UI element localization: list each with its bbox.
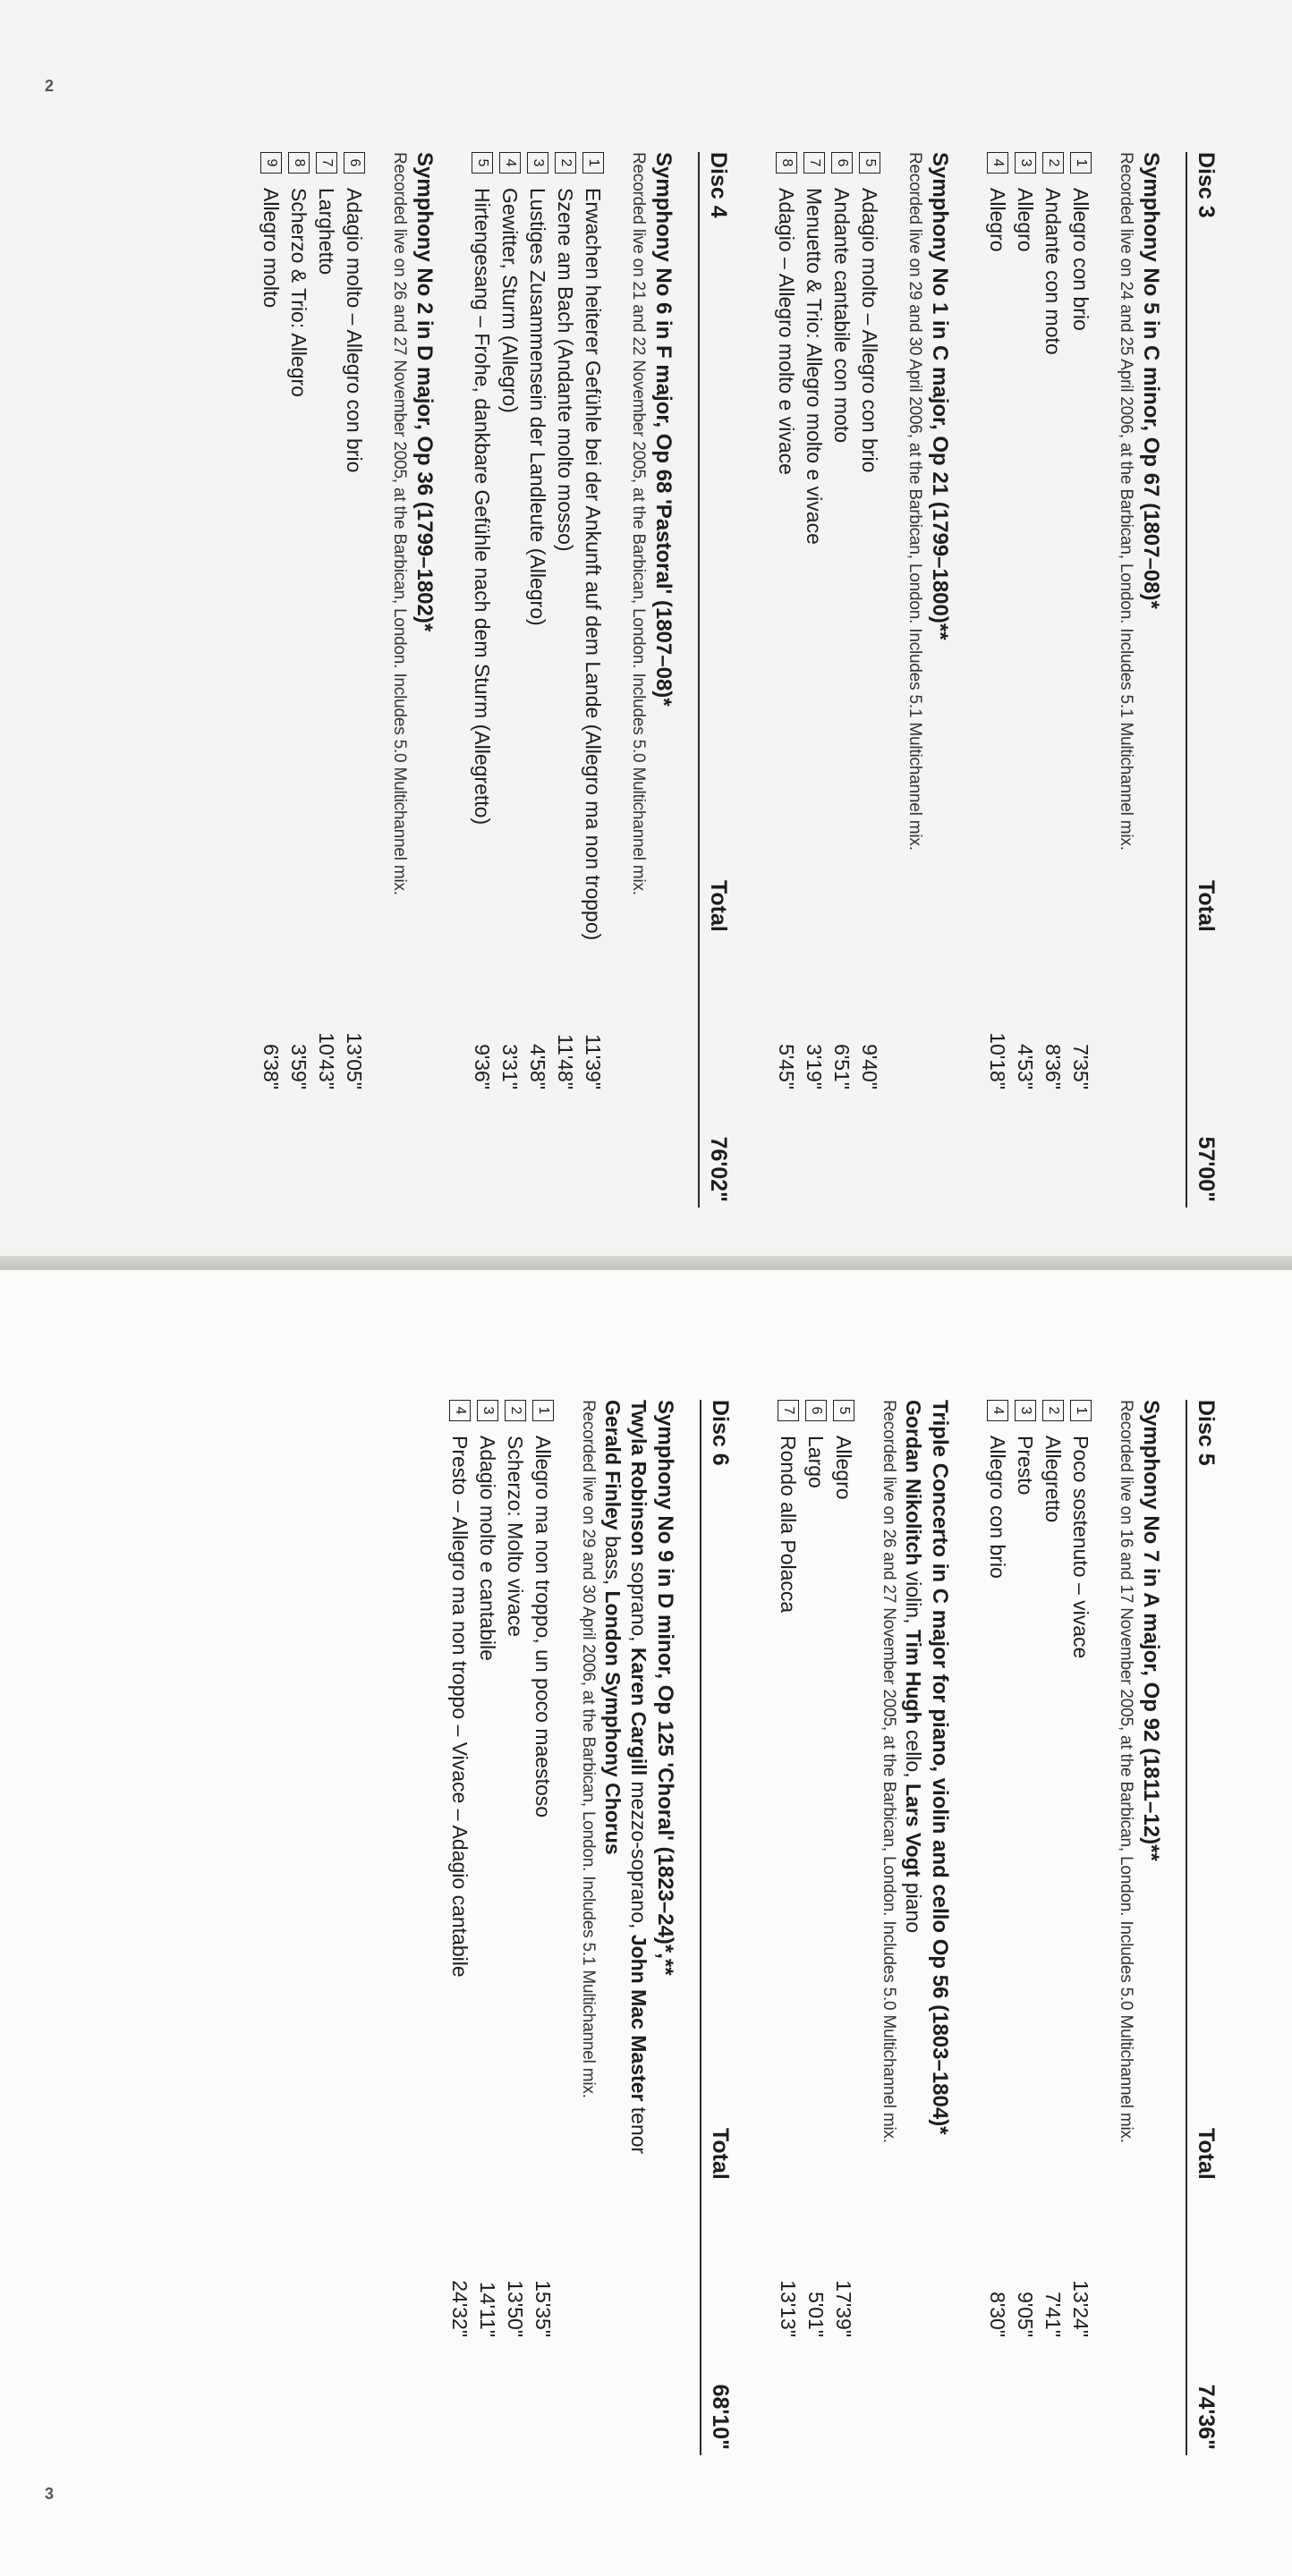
recording-note: Recorded live on 16 and 17 November 2005, at the Barbican, London. Includes 5.0 Multichannel mix. <box>1117 1400 1135 2143</box>
track-row <box>1011 1400 1039 2455</box>
disc-label: Disc 6 <box>708 1400 733 1466</box>
track-duration: 9'36" <box>471 1044 494 1089</box>
work-title: Symphony No 6 in F major, Op 68 'Pastoral' (1807–08)* <box>651 152 676 707</box>
track-duration: 5'01" <box>804 2292 828 2337</box>
track-row <box>446 1400 473 2455</box>
track-number: 3 <box>1015 152 1036 174</box>
track-row <box>312 152 340 1208</box>
track-title: Poco sostenuto – vivace <box>1069 1436 1092 1659</box>
track-duration: 13'24" <box>1069 2280 1092 2337</box>
performer-role: piano <box>902 1877 925 1934</box>
track-duration: 6'51" <box>830 1044 854 1089</box>
disc-label: Disc 5 <box>1194 1400 1219 1466</box>
total-label: Total <box>708 2128 733 2180</box>
track-duration: 4'53" <box>1014 1044 1037 1089</box>
track-number: 1 <box>1070 152 1092 174</box>
track-title: Allegro <box>986 188 1009 252</box>
track-number: 7 <box>316 152 337 174</box>
track-number: 2 <box>555 152 576 174</box>
track-duration: 4'58" <box>526 1044 549 1089</box>
track-duration: 3'59" <box>287 1044 310 1089</box>
track-row <box>1067 152 1094 1208</box>
work-title: Symphony No 2 in D major, Op 36 (1799–1802)* <box>412 152 437 632</box>
page-number: 2 <box>45 77 55 95</box>
booklet-page-3 <box>0 1270 1292 2576</box>
track-duration: 17'39" <box>832 2280 855 2337</box>
track-title: Presto <box>1014 1436 1037 1496</box>
page-2-content <box>27 152 1219 1208</box>
track-number: 5 <box>472 152 493 174</box>
track-row <box>473 1400 501 2455</box>
work-title: Symphony No 9 in D minor, Op 125 'Choral' (1823–24)*,** <box>653 1400 677 1976</box>
track-title: Gewitter, Sturm (Allegro) <box>498 188 522 413</box>
track-duration: 8'30" <box>986 2292 1009 2337</box>
work-title: Symphony No 5 in C minor, Op 67 (1807–08)* <box>1139 152 1163 609</box>
track-list <box>774 1400 857 2455</box>
track-row <box>551 152 579 1208</box>
work-symphony-7 <box>983 1400 1164 2455</box>
track-title: Scherzo: Molto vivace <box>504 1436 527 1637</box>
track-duration: 7'41" <box>1041 2292 1065 2337</box>
track-row <box>772 152 800 1208</box>
recording-note: Recorded live on 24 and 25 April 2006, at the Barbican, London. Includes 5.1 Multichannel mix. <box>1117 152 1135 851</box>
track-number: 2 <box>505 1400 526 1421</box>
work-symphony-6 <box>468 152 676 1208</box>
track-title: Adagio molto e cantabile <box>476 1436 499 1661</box>
track-number: 1 <box>1070 1400 1092 1421</box>
performer-role: cello, <box>902 1724 925 1784</box>
track-number: 6 <box>805 1400 827 1421</box>
track-duration: 10'18" <box>986 1032 1009 1089</box>
track-number: 9 <box>260 152 282 174</box>
recording-note: Recorded live on 29 and 30 April 2006, at the Barbican, London. Includes 5.1 Multichannel mix. <box>905 152 924 851</box>
disc-total: 68'10" <box>708 2384 733 2450</box>
performer-name: Twyla Robinson <box>627 1400 650 1556</box>
track-row <box>802 1400 829 2455</box>
track-row <box>468 152 496 1208</box>
work-triple-concerto <box>774 1400 953 2455</box>
track-number: 7 <box>803 152 825 174</box>
track-number: 1 <box>532 1400 554 1421</box>
disc-total: 76'02" <box>706 1136 731 1202</box>
work-symphony-5 <box>983 152 1164 1208</box>
track-row <box>285 152 312 1208</box>
track-duration: 3'31" <box>498 1044 522 1089</box>
track-list <box>772 152 883 1208</box>
track-title: Andante con moto <box>1041 188 1065 355</box>
track-duration: 8'36" <box>1041 1044 1065 1089</box>
track-title: Rondo alla Polacca <box>777 1436 800 1614</box>
disc-header <box>698 152 731 1208</box>
track-duration: 7'35" <box>1069 1044 1092 1089</box>
track-number: 5 <box>833 1400 854 1421</box>
disc-header <box>700 1400 733 2455</box>
track-title: Hirtengesang – Frohe, dankbare Gefühle nach dem Sturm (Allegretto) <box>471 188 494 826</box>
total-label: Total <box>1194 2128 1219 2180</box>
track-duration: 13'50" <box>504 2280 527 2337</box>
track-duration: 6'38" <box>259 1044 283 1089</box>
performer-role: bass, <box>601 1530 625 1591</box>
performer-name: Gerald Finley <box>601 1400 625 1530</box>
track-row <box>1067 1400 1094 2455</box>
track-duration: 9'05" <box>1014 2292 1037 2337</box>
performer-role: tenor <box>627 2101 650 2155</box>
track-number: 6 <box>831 152 853 174</box>
track-row <box>1011 152 1039 1208</box>
track-duration: 3'19" <box>803 1044 826 1089</box>
track-row <box>828 152 855 1208</box>
track-title: Allegro <box>1014 188 1037 252</box>
work-symphony-1 <box>772 152 953 1208</box>
track-number: 3 <box>477 1400 498 1421</box>
track-duration: 5'45" <box>775 1044 798 1089</box>
work-symphony-2 <box>257 152 438 1208</box>
track-duration: 10'43" <box>315 1032 338 1089</box>
track-row <box>1039 1400 1067 2455</box>
track-title: Allegro con brio <box>986 1436 1009 1579</box>
track-title: Erwachen heiterer Gefühle bei der Ankunft auf dem Lande (Allegro ma non troppo) <box>582 188 605 941</box>
disc-6 <box>446 1400 733 2455</box>
track-title: Largo <box>804 1436 828 1488</box>
track-row <box>496 152 523 1208</box>
track-title: Menuetto & Trio: Allegro molto e vivace <box>803 188 826 545</box>
track-row <box>855 152 883 1208</box>
performer-role: soprano, <box>627 1555 650 1648</box>
track-list <box>468 152 607 1208</box>
work-title: Symphony No 1 in C major, Op 21 (1799–1800)** <box>928 152 952 640</box>
track-duration: 24'32" <box>448 2280 472 2337</box>
track-title: Allegretto <box>1041 1436 1065 1523</box>
track-row <box>983 1400 1011 2455</box>
track-number: 6 <box>344 152 365 174</box>
track-title: Andante cantabile con moto <box>830 188 854 444</box>
page-number: 3 <box>45 2485 55 2503</box>
disc-total: 57'00" <box>1194 1136 1219 1202</box>
performer-name: Lars Vogt <box>902 1784 925 1877</box>
track-duration: 9'40" <box>858 1044 881 1089</box>
track-number: 4 <box>449 1400 471 1421</box>
track-duration: 13'05" <box>343 1032 366 1089</box>
performer-name: John Mac Master <box>627 1934 650 2102</box>
track-row <box>340 152 368 1208</box>
track-duration: 11'48" <box>554 1033 577 1089</box>
performer-role: violin, <box>902 1565 925 1630</box>
recording-note: Recorded live on 26 and 27 November 2005, at the Barbican, London. Includes 5.0 Multichannel mix. <box>880 1400 898 2143</box>
track-number: 7 <box>778 1400 799 1421</box>
track-row <box>800 152 828 1208</box>
track-list <box>983 152 1094 1208</box>
track-row <box>523 152 551 1208</box>
recording-note: Recorded live on 21 and 22 November 2005, at the Barbican, London. Includes 5.0 Multichannel mix. <box>629 152 648 895</box>
track-duration: 11'39" <box>582 1033 605 1089</box>
track-title: Allegro ma non troppo, un poco maestoso <box>531 1436 555 1818</box>
track-row <box>501 1400 529 2455</box>
track-duration: 14'11" <box>476 2281 499 2337</box>
track-number: 2 <box>1042 152 1064 174</box>
track-row <box>579 152 607 1208</box>
work-title: Triple Concerto in C major for piano, violin and cello Op 56 (1803–1804)* <box>928 1400 952 2135</box>
performer-name: Tim Hugh <box>902 1629 925 1724</box>
disc-header <box>1186 1400 1219 2455</box>
total-label: Total <box>706 880 731 932</box>
disc-total: 74'36" <box>1194 2384 1219 2450</box>
page-3-content <box>27 1400 1219 2455</box>
track-row <box>774 1400 802 2455</box>
track-number: 3 <box>1015 1400 1036 1421</box>
recording-note: Recorded live on 26 and 27 November 2005, at the Barbican, London. Includes 5.0 Multichannel mix. <box>390 152 409 895</box>
track-title: Lustiges Zusammensein der Landleute (Allegro) <box>526 188 549 626</box>
work-title: Symphony No 7 in A major, Op 92 (1811–12)** <box>1139 1400 1163 1861</box>
performers <box>625 1400 651 2455</box>
performer-name: Gordan Nikolitch <box>902 1400 925 1566</box>
track-list <box>257 152 368 1208</box>
work-symphony-9 <box>446 1400 678 2455</box>
track-row <box>1039 152 1067 1208</box>
track-title: Presto – Allegro ma non troppo – Vivace – Adagio cantabile <box>448 1436 472 1978</box>
performers <box>900 1400 926 2455</box>
track-number: 3 <box>527 152 548 174</box>
disc-3 <box>772 152 1219 1208</box>
track-row <box>257 152 285 1208</box>
track-title: Allegro <box>832 1436 855 1500</box>
track-number: 4 <box>499 152 521 174</box>
performer-name: Karen Cargill <box>627 1647 650 1776</box>
track-title: Adagio molto – Allegro con brio <box>858 188 881 473</box>
disc-4 <box>257 152 731 1208</box>
track-title: Scherzo & Trio: Allegro <box>287 188 310 397</box>
track-title: Allegro molto <box>259 188 283 309</box>
track-number: 8 <box>776 152 797 174</box>
track-number: 5 <box>859 152 880 174</box>
total-label: Total <box>1194 880 1219 932</box>
performer-role: mezzo-soprano, <box>627 1775 650 1935</box>
track-title: Allegro con brio <box>1069 188 1092 331</box>
track-title: Adagio – Allegro molto e vivace <box>775 188 798 475</box>
booklet-page-2 <box>0 0 1292 1270</box>
track-number: 8 <box>288 152 310 174</box>
track-number: 4 <box>987 152 1008 174</box>
disc-header <box>1186 152 1219 1208</box>
track-number: 4 <box>987 1400 1008 1421</box>
track-title: Larghetto <box>315 188 338 275</box>
recording-note: Recorded live on 29 and 30 April 2006, at the Barbican, London. Includes 5.1 Multichannel mix. <box>579 1400 598 2098</box>
track-list <box>983 1400 1094 2455</box>
track-list <box>446 1400 557 2455</box>
track-title: Szene am Bach (Andante molto mosso) <box>554 188 577 552</box>
disc-5 <box>774 1400 1219 2455</box>
track-row <box>829 1400 857 2455</box>
track-title: Adagio molto – Allegro con brio <box>343 188 366 473</box>
track-row <box>529 1400 557 2455</box>
disc-label: Disc 4 <box>706 152 731 218</box>
performers <box>599 1400 625 2455</box>
track-row <box>983 152 1011 1208</box>
performer-name: London Symphony Chorus <box>601 1590 625 1855</box>
track-duration: 15'35" <box>531 2280 555 2337</box>
disc-label: Disc 3 <box>1194 152 1219 218</box>
track-number: 2 <box>1042 1400 1064 1421</box>
track-duration: 13'13" <box>777 2280 800 2337</box>
track-number: 1 <box>582 152 604 174</box>
